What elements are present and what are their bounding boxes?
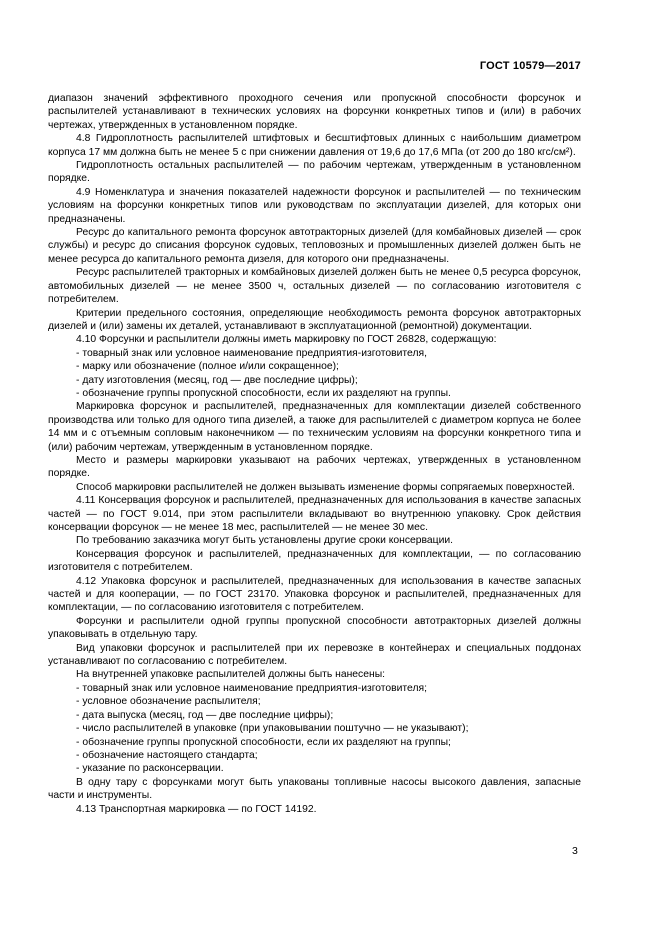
list-item: - условное обозначение распылителя;	[76, 696, 261, 708]
list-item: - обозначение группы пропускной способности, если их разделяют на группы.	[76, 387, 451, 399]
list-item: - обозначение группы пропускной способности, если их разделяют на группы;	[76, 736, 451, 748]
list-item: - дату изготовления (месяц, год — две последние цифры);	[76, 374, 358, 386]
paragraph: Форсунки и распылители одной группы пропускной способности автотракторных дизелей должны упаковывать в отдельную тару.	[48, 615, 581, 641]
standard-designation: ГОСТ 10579—2017	[479, 60, 581, 72]
clause-4-10: 4.10 Форсунки и распылители должны иметь маркировку по ГОСТ 26828, содержащую:	[76, 334, 497, 346]
paragraph: Ресурс до капитального ремонта форсунок автотракторных дизелей (для комбайновых дизелей — срок службы) и ресурс до списания форсунок судовых, тепловозных и промышленных дизелей должен быть не менее ресурса до капитального ремонта дизеля, для которого они предназначены.	[48, 227, 581, 265]
paragraph: По требованию заказчика могут быть установлены другие сроки консервации.	[76, 535, 454, 547]
clause-4-9: 4.9 Номенклатура и значения показателей надежности форсунок и распылителей — по техническим условиям на форсунки конкретных типов или руководствам по эксплуатации дизелей, для которых они предназначены.	[48, 186, 581, 225]
clause-4-8: 4.8 Гидроплотность распылителей штифтовых и бесштифтовых длинных с наибольшим диаметром корпуса 17 мм должна быть не менее 5 с при снижении давления от 19,6 до 17,6 МПа (от 200 до 180 кгс/см²).	[48, 133, 581, 158]
list-item: - товарный знак или условное наименование предприятия-изготовителя,	[76, 347, 427, 359]
paragraph: Вид упаковки форсунок и распылителей при их перевозке в контейнерах и специальных поддонах устанавливают по согласованию с потребителем.	[48, 642, 581, 668]
list-item: - товарный знак или условное наименование предприятия-изготовителя;	[76, 682, 427, 694]
clause-4-11: 4.11 Консервация форсунок и распылителей, предназначенных для использования в качестве запасных частей — по ГОСТ 9.014, при этом распылители вкладывают во внутреннюю упаковку. Срок действия консервации форсунок — не менее 18 мес, распылителей — не менее 30 мес.	[48, 495, 581, 533]
list-item: - обозначение настоящего стандарта;	[76, 749, 258, 761]
paragraph: Способ маркировки распылителей не должен вызывать изменение формы сопрягаемых поверхностей.	[76, 481, 575, 493]
list-item: - дата выпуска (месяц, год — две последние цифры);	[76, 709, 334, 721]
list-item: - число распылителей в упаковке (при упаковывании поштучно — не указывают);	[76, 723, 469, 735]
paragraph: Критерии предельного состояния, определяющие необходимость ремонта форсунок автотракторных дизелей и (или) замены их деталей, устанавливают в эксплуатационной (ремонтной) документации.	[48, 307, 581, 332]
paragraph: На внутренней упаковке распылителей должны быть нанесены:	[76, 669, 385, 681]
paragraph: Гидроплотность остальных распылителей — по рабочим чертежам, утвержденным в установленном порядке.	[48, 160, 581, 185]
paragraph: Место и размеры маркировки указывают на рабочих чертежах, утвержденных в установленном порядке.	[48, 454, 581, 480]
paragraph: Консервация форсунок и распылителей, предназначенных для комплектации, — по согласованию изготовителя с потребителем.	[48, 548, 581, 574]
clause-4-12: 4.12 Упаковка форсунок и распылителей, предназначенных для использования в качестве запасных частей и для кооперации, — по ГОСТ 23170. Упаковка форсунок и распылителей, предназначенных для комплектации, — по согласованию изготовителя с потребителем.	[48, 575, 581, 614]
paragraph: В одну тару с форсунками могут быть упакованы топливные насосы высокого давления, запасные части и инструменты.	[48, 776, 581, 802]
paragraph: Ресурс распылителей тракторных и комбайновых дизелей должен быть не менее 0,5 ресурса форсунок, автомобильных дизелей — не менее 3500 ч, остальных дизелей — по согласованию изготовителя с потребителем.	[48, 267, 581, 306]
list-item: - указание по расконсервации.	[76, 763, 224, 775]
page-number: 3	[572, 845, 578, 857]
paragraph-continuation: диапазон значений эффективного проходного сечения или пропускной способности форсунок и распылителей устанавливают в технических условиях на форсунки конкретных типов и (или) в рабочих чертежах, утвержденных в установленном порядке.	[48, 93, 581, 131]
list-item: - марку или обозначение (полное и/или сокращенное);	[76, 361, 339, 373]
body-text	[48, 92, 581, 816]
clause-4-13: 4.13 Транспортная маркировка — по ГОСТ 14192.	[76, 803, 317, 815]
paragraph: Маркировка форсунок и распылителей, предназначенных для комплектации дизелей собственного производства или только для одного типа дизелей, а также для распылителей с диаметром корпуса не более 14 мм и с отъемным сопловым наконечником — по техническим условиям на форсунки конкретного типа и (или) рабочим чертежам, утвержденным в установленном порядке.	[48, 401, 581, 453]
